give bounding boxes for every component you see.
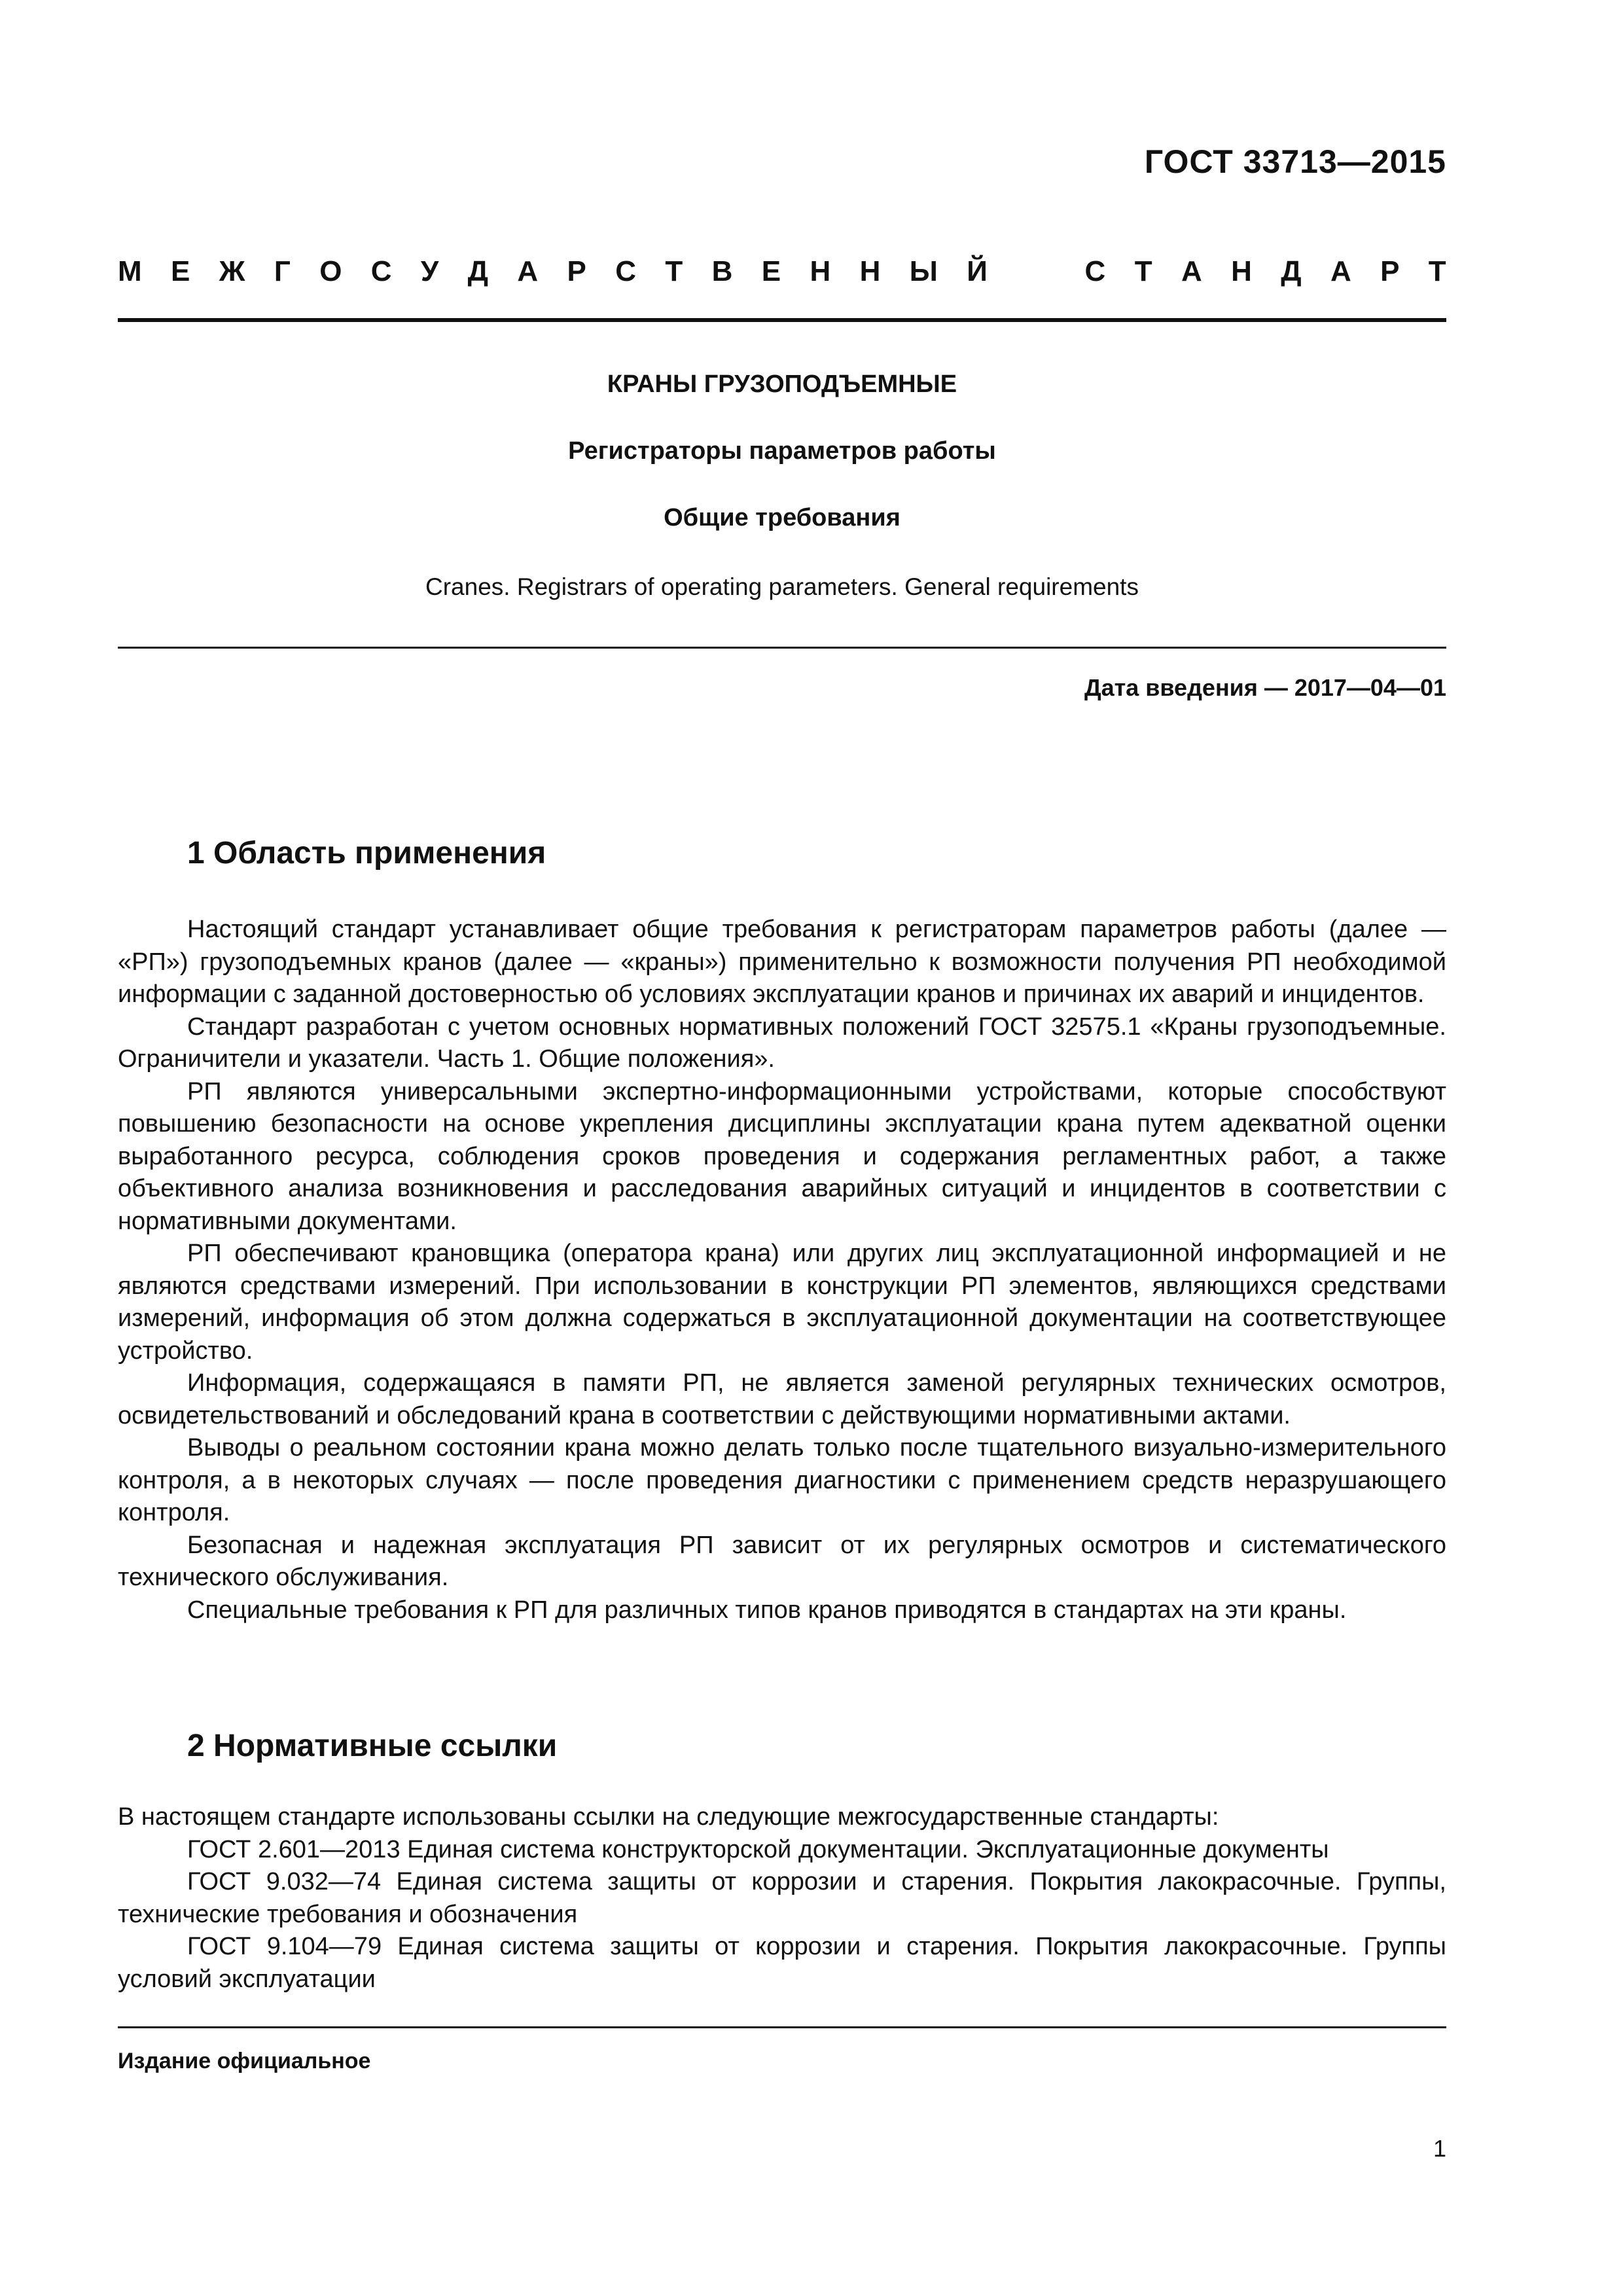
page-number: 1 xyxy=(1433,2135,1446,2162)
standard-type-letter: А xyxy=(517,255,539,287)
paragraph: Настоящий стандарт устанавливает общие требования к регистраторам параметров работы (далее — «РП») грузоподъемных кранов (далее — «краны») применительно к возможности получения РП необходимой информации с заданной достоверностью об условиях эксплуатации кранов и причинах их аварий и инцидентов. xyxy=(118,916,1446,1008)
reference-item: ГОСТ 9.104—79 Единая система защиты от коррозии и старения. Покрытия лакокрасочные. Группы условий эксплуатации xyxy=(118,1933,1446,1993)
standard-type-letter: Ж xyxy=(219,255,245,287)
standard-type-letter: Р xyxy=(1380,255,1400,287)
standard-type-heading xyxy=(118,255,1446,288)
standard-type-letter: Д xyxy=(1281,255,1302,287)
standard-type-letter: Е xyxy=(171,255,190,287)
reference-item: ГОСТ 2.601—2013 Единая система конструкторской документации. Эксплуатационные документы xyxy=(187,1835,1329,1863)
document-code: ГОСТ 33713—2015 xyxy=(1144,143,1446,180)
section-1-body xyxy=(118,914,1446,1626)
paragraph: Стандарт разработан с учетом основных нормативных положений ГОСТ 32575.1 «Краны грузоподъемные. Ограничители и указатели. Часть 1. Общие положения». xyxy=(118,1013,1446,1073)
standard-type-letter: Ы xyxy=(909,255,938,287)
edition-label: Издание официальное xyxy=(118,2049,371,2073)
section-1-heading: 1 Область применения xyxy=(187,836,546,870)
standard-type-letter: Р xyxy=(567,255,586,287)
standard-type-letter: Т xyxy=(665,255,683,287)
section-2-heading: 2 Нормативные ссылки xyxy=(187,1729,558,1763)
standard-type-letter: Н xyxy=(859,255,881,287)
document-subtitle: Регистраторы параметров работы xyxy=(568,437,996,465)
standard-type-letter: Г xyxy=(274,255,291,287)
paragraph: РП обеспечивают крановщика (оператора крана) или других лиц эксплуатационной информацией и не являются средствами измерений. При использовании в конструкции РП элементов, являющихся средствами измерений, информация об этом должна содержаться в эксплуатационной документации на соответствующее устройство. xyxy=(118,1240,1446,1365)
standard-type-letter: Т xyxy=(1134,255,1152,287)
title-divider xyxy=(118,647,1446,649)
standard-type-letter: С xyxy=(615,255,637,287)
standard-type-letter: Н xyxy=(810,255,831,287)
reference-item: ГОСТ 9.032—74 Единая система защиты от коррозии и старения. Покрытия лакокрасочные. Группы, технические требования и обозначения xyxy=(118,1868,1446,1928)
paragraph: РП являются универсальными экспертно-информационными устройствами, которые способствуют повышению безопасности на основе укрепления дисциплины эксплуатации крана путем адекватной оценки выработанного ресурса, соблюдения сроков проведения и содержания регламентных работ, а также объективного анализа возникновения и расследования аварийных ситуаций и инцидентов в соответствии с нормативными документами. xyxy=(118,1077,1446,1235)
english-title: Cranes. Registrars of operating parameters. General requirements xyxy=(425,573,1139,600)
standard-type-letter: С xyxy=(1084,255,1106,287)
introduction-date: Дата введения — 2017—04—01 xyxy=(1084,674,1446,701)
standard-type-letter: Т xyxy=(1428,255,1446,287)
standard-type-letter: О xyxy=(319,255,342,287)
paragraph: Информация, содержащаяся в памяти РП, не является заменой регулярных технических осмотров, освидетельствований и обследований крана в соответствии с действующими нормативными актами. xyxy=(118,1369,1446,1429)
footer-divider xyxy=(118,2026,1446,2028)
standard-type-letter: М xyxy=(118,255,142,287)
standard-type-letter: У xyxy=(420,255,439,287)
paragraph: В настоящем стандарте использованы ссылки на следующие межгосударственные стандарты: xyxy=(118,1803,1219,1831)
paragraph: Специальные требования к РП для различных типов кранов приводятся в стандартах на эти краны. xyxy=(187,1596,1347,1624)
standard-type-letter: Е xyxy=(761,255,781,287)
standard-type-letter: С xyxy=(370,255,392,287)
paragraph: Выводы о реальном состоянии крана можно делать только после тщательного визуально-измерительного контроля, а в некоторых случаях — после проведения диагностики с применением средств неразрушающего контроля. xyxy=(118,1434,1446,1526)
standard-type-letter: А xyxy=(1181,255,1202,287)
header-divider xyxy=(118,318,1446,322)
paragraph: Безопасная и надежная эксплуатация РП зависит от их регулярных осмотров и систематического технического обслуживания. xyxy=(118,1531,1446,1591)
word-gap xyxy=(1016,255,1056,288)
document-title: КРАНЫ ГРУЗОПОДЪЕМНЫЕ xyxy=(607,370,957,398)
document-subtitle-2: Общие требования xyxy=(664,504,901,531)
standard-type-letter: Д xyxy=(467,255,489,287)
standard-type-letter: Й xyxy=(967,255,988,287)
standard-type-letter: А xyxy=(1330,255,1351,287)
standard-type-letter: В xyxy=(711,255,733,287)
section-2-body xyxy=(118,1801,1446,1996)
standard-type-letter: Н xyxy=(1231,255,1252,287)
